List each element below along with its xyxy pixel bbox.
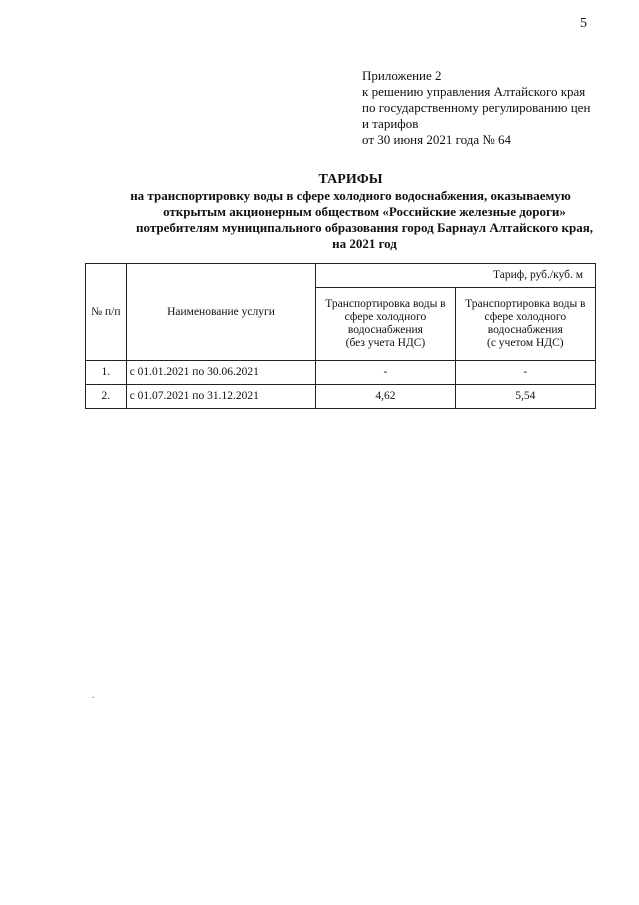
row-num: 2. (86, 385, 127, 409)
row-without-vat: 4,62 (316, 385, 455, 409)
header-num: № п/п (86, 264, 127, 361)
row-with-vat: - (455, 361, 595, 385)
header-with-vat: Транспортировка воды в сфере холодного водоснабжения (с учетом НДС) (455, 288, 595, 361)
tariff-table (85, 263, 596, 409)
appendix-line: Приложение 2 (362, 68, 442, 83)
appendix-line: и тарифов (362, 116, 419, 131)
title-heading: ТАРИФЫ (318, 172, 383, 187)
appendix-line: к решению управления Алтайского края (362, 84, 586, 99)
stray-mark: . (92, 690, 95, 700)
document-title (0, 172, 639, 252)
table-row (86, 361, 596, 385)
appendix-line: по государственному регулированию цен (362, 100, 591, 115)
row-service: с 01.07.2021 по 31.12.2021 (126, 385, 316, 409)
row-without-vat: - (316, 361, 455, 385)
header-tariff-group: Тариф, руб./куб. м (316, 264, 596, 288)
row-service: с 01.01.2021 по 30.06.2021 (126, 361, 316, 385)
appendix-line: от 30 июня 2021 года № 64 (362, 132, 512, 147)
page-number: 5 (580, 16, 587, 31)
header-service-name: Наименование услуги (126, 264, 316, 361)
row-num: 1. (86, 361, 127, 385)
title-line: потребителям муниципального образования город Барнаул Алтайского края, (136, 220, 593, 235)
table-row (86, 385, 596, 409)
title-line: на транспортировку воды в сфере холодного водоснабжения, оказываемую (130, 188, 571, 203)
title-line: на 2021 год (332, 236, 397, 251)
row-with-vat: 5,54 (455, 385, 595, 409)
title-line: открытым акционерным обществом «Российские железные дороги» (163, 204, 566, 219)
appendix-block (362, 68, 590, 148)
header-without-vat: Транспортировка воды в сфере холодного водоснабжения (без учета НДС) (316, 288, 455, 361)
